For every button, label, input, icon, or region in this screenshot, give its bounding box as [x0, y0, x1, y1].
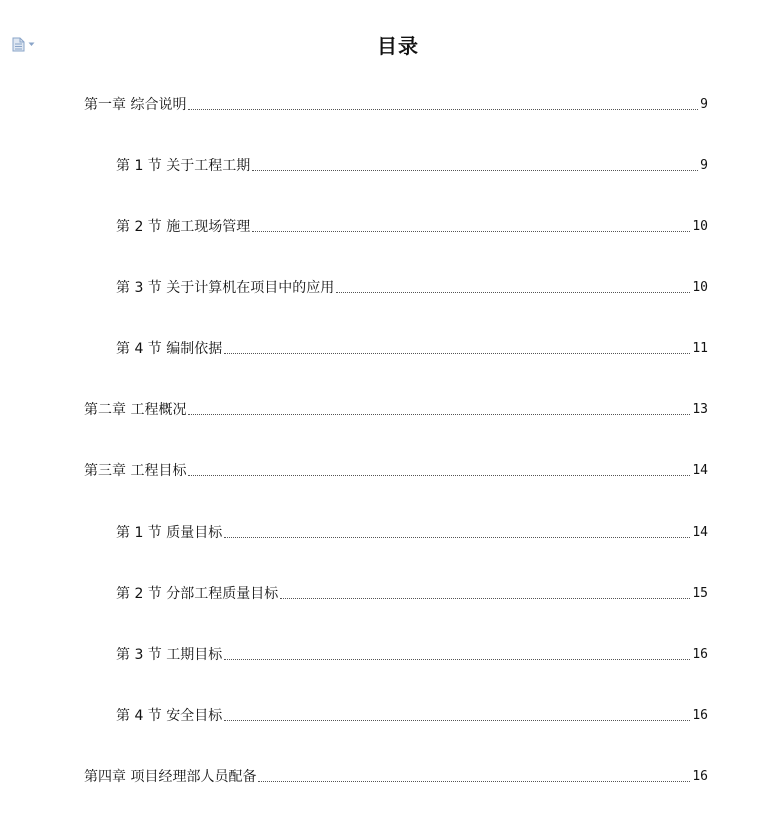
toc-page-number: 11: [692, 341, 708, 356]
toc-dot-leader: [224, 719, 690, 721]
toc-entry-label: 第 1 节 关于工程工期: [116, 158, 251, 174]
toc-dot-leader: [258, 780, 690, 782]
toc-page-number: 16: [692, 769, 708, 784]
toc-entry[interactable]: [116, 278, 708, 298]
toc-entry-label: 第二章 工程概况: [84, 402, 187, 418]
toc-dot-leader: [280, 597, 690, 599]
toc-entry-label: 第 2 节 施工现场管理: [116, 219, 251, 235]
toc-entry[interactable]: [84, 461, 708, 481]
toc-dot-leader: [252, 230, 690, 232]
toc-page-number: 14: [692, 525, 708, 540]
toc-entry[interactable]: [84, 400, 708, 420]
toc-entry-label: 第 4 节 编制依据: [116, 341, 223, 357]
toc-dot-leader: [188, 474, 690, 476]
toc-entry[interactable]: [84, 767, 708, 787]
toc-entry-label: 第 1 节 质量目标: [116, 525, 223, 541]
toc-dot-leader: [252, 169, 698, 171]
toc-dot-leader: [224, 536, 690, 538]
toc-entry[interactable]: [116, 339, 708, 359]
toc-entry[interactable]: [116, 706, 708, 726]
toc-entry[interactable]: [116, 584, 708, 604]
toc-page-number: 14: [692, 463, 708, 478]
toc-entry-label: 第四章 项目经理部人员配备: [84, 769, 257, 785]
toc-page-number: 9: [700, 97, 708, 112]
page-title: 目录: [377, 34, 419, 58]
toc-entry[interactable]: [116, 523, 708, 543]
toc-page-number: 10: [692, 280, 708, 295]
toc-page-number: 9: [700, 158, 708, 173]
toc-entry-label: 第一章 综合说明: [84, 97, 187, 113]
toc-dot-leader: [336, 291, 690, 293]
toc-dot-leader: [188, 108, 698, 110]
toc-page-number: 10: [692, 219, 708, 234]
toc-page-number: 15: [692, 586, 708, 601]
toc-page-number: 16: [692, 708, 708, 723]
toc-entry-label: 第 4 节 安全目标: [116, 708, 223, 724]
toc-entry[interactable]: [84, 95, 708, 115]
toc-entry[interactable]: [116, 156, 708, 176]
toc-entry-label: 第 3 节 工期目标: [116, 647, 223, 663]
toc-entry[interactable]: [116, 217, 708, 237]
toc-dot-leader: [188, 413, 690, 415]
toc-entry[interactable]: [116, 645, 708, 665]
toc-entry-label: 第三章 工程目标: [84, 463, 187, 479]
toc-page-number: 16: [692, 647, 708, 662]
toc-page-number: 13: [692, 402, 708, 417]
toc-entry-label: 第 2 节 分部工程质量目标: [116, 586, 279, 602]
toc-dot-leader: [224, 658, 690, 660]
toc-dot-leader: [224, 352, 690, 354]
toc-entry-label: 第 3 节 关于计算机在项目中的应用: [116, 280, 335, 296]
